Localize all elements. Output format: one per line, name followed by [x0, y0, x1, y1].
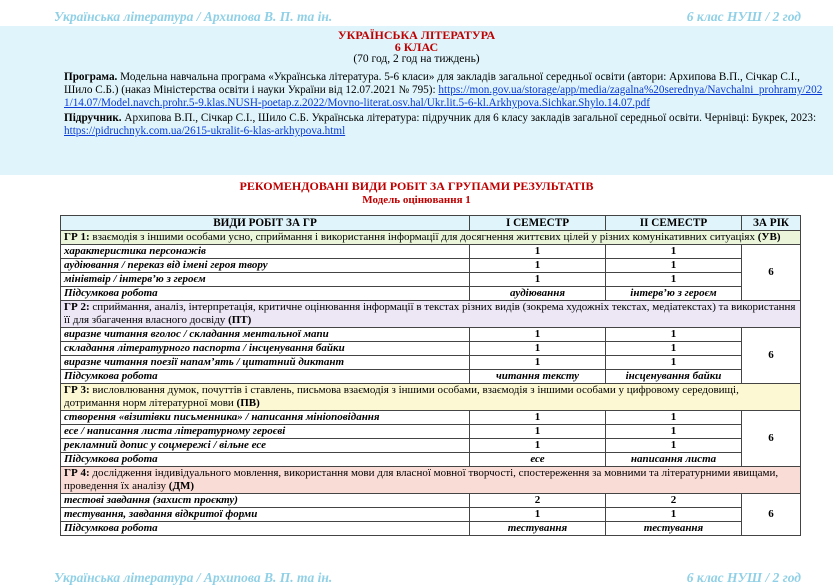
activity-name: характеристика персонажів — [61, 245, 470, 259]
running-header — [0, 8, 833, 26]
activity-name: тестування, завдання відкритої форми — [61, 508, 470, 522]
group-text: взаємодія з іншими особами усно, сприймання і використання інформації для досягнення життєвих цілей у різних комунікативних ситуаціях — [92, 231, 755, 243]
table-row — [61, 342, 801, 356]
activity-name: рекламний допис у соцмережі / вільне есе — [61, 439, 470, 453]
semester-2-count: 1 — [606, 328, 742, 342]
year-total: 6 — [742, 245, 801, 301]
activity-name: мінівтвір / інтерв’ю з героєм — [61, 273, 470, 287]
table-row — [61, 508, 801, 522]
table-row — [61, 328, 801, 342]
summary-label: Підсумкова робота — [61, 370, 470, 384]
group-code: (УВ) — [757, 231, 781, 243]
semester-1-count: 1 — [470, 245, 606, 259]
running-header-left: Українська література / Архипова В. П. та ін. — [54, 9, 333, 24]
activity-name: створення «візитівки письменника» / написання мініоповідання — [61, 411, 470, 425]
year-total: 6 — [742, 411, 801, 467]
activity-name: складання літературного паспорта / інсценування байки — [61, 342, 470, 356]
textbook-text: Архипова В.П., Січкар С.І., Шило С.Б. Українська література: підручник для 6 класу закладів загальної середньої освіти. Чернівці: Букрек, 2023: — [124, 112, 817, 124]
textbook-paragraph — [64, 112, 825, 138]
group-header-row — [61, 231, 801, 245]
summary-label: Підсумкова робота — [61, 522, 470, 536]
semester-2-count: 1 — [606, 273, 742, 287]
group-code: (ПТ) — [228, 314, 252, 326]
group-code: (ПВ) — [236, 397, 260, 409]
document-title — [0, 26, 833, 65]
section-title: РЕКОМЕНДОВАНІ ВИДИ РОБІТ ЗА ГРУПАМИ РЕЗУЛЬТАТІВ — [239, 179, 594, 193]
semester-1-count: 1 — [470, 411, 606, 425]
semester-2-count: 1 — [606, 425, 742, 439]
summary-semester-1: есе — [470, 453, 606, 467]
textbook-label: Підручник. — [64, 112, 122, 124]
semester-2-count: 1 — [606, 342, 742, 356]
semester-1-count: 1 — [470, 273, 606, 287]
group-description — [61, 231, 801, 245]
group-text: дослідження індивідуального мовлення, використання мови для власної мовної творчості, спостереження за мовними та літературними явищами, проведення їх аналізу — [64, 467, 779, 492]
header-work-types: ВИДИ РОБІТ ЗА ГР — [61, 216, 470, 231]
activity-name: тестові завдання (захист проєкту) — [61, 494, 470, 508]
program-label: Програма. — [64, 71, 118, 83]
header-semester-1: І СЕМЕСТР — [470, 216, 606, 231]
program-paragraph — [64, 71, 825, 110]
semester-1-count: 1 — [470, 425, 606, 439]
title-line-3: (70 год, 2 год на тиждень) — [353, 53, 480, 65]
summary-semester-1: тестування — [470, 522, 606, 536]
running-header-right: 6 клас НУШ / 2 год — [686, 9, 801, 24]
group-label: ГР 4: — [64, 467, 90, 479]
program-link[interactable]: https://mon.gov.ua/storage/app/media/zagalna%20serednya/Navchalni_prohramy/2021/14.07/Model.navch.prohr.5-9.klas.NUSH-poetap.z.2022/Movno-literat.osv.hal/Ukr.lit.5-6-kl.Arkhypova.Sichkar.Shylo.14.07.pdf — [64, 84, 823, 109]
group-description — [61, 301, 801, 328]
semester-1-count: 1 — [470, 356, 606, 370]
group-label: ГР 3: — [64, 384, 90, 396]
group-header-row — [61, 467, 801, 494]
summary-semester-2: інтерв’ю з героєм — [606, 287, 742, 301]
table-row — [61, 494, 801, 508]
header-year: ЗА РІК — [742, 216, 801, 231]
semester-2-count: 1 — [606, 411, 742, 425]
semester-1-count: 1 — [470, 259, 606, 273]
title-line-1: УКРАЇНСЬКА ЛІТЕРАТУРА — [337, 28, 496, 42]
semester-2-count: 1 — [606, 245, 742, 259]
running-footer-left: Українська література / Архипова В. П. та ін. — [54, 570, 333, 585]
assessment-table — [60, 215, 801, 536]
summary-label: Підсумкова робота — [61, 453, 470, 467]
semester-2-count: 1 — [606, 508, 742, 522]
year-total: 6 — [742, 328, 801, 384]
table-row — [61, 356, 801, 370]
semester-1-count: 1 — [470, 439, 606, 453]
semester-2-count: 1 — [606, 439, 742, 453]
semester-1-count: 1 — [470, 342, 606, 356]
semester-2-count: 2 — [606, 494, 742, 508]
group-text: висловлювання думок, почуттів і ставлень, письмова взаємодія з іншими особами, взаємодія з іншими особами у цифровому середовищі, дотримання норм літературної мови — [64, 384, 739, 409]
table-header-row — [61, 216, 801, 231]
semester-1-count: 2 — [470, 494, 606, 508]
activity-name: виразне читання поезії напам’ять / цитатний диктант — [61, 356, 470, 370]
summary-row — [61, 522, 801, 536]
semester-2-count: 1 — [606, 259, 742, 273]
running-footer — [0, 569, 833, 587]
table-row — [61, 273, 801, 287]
semester-2-count: 1 — [606, 356, 742, 370]
running-footer-right: 6 клас НУШ / 2 год — [686, 570, 801, 585]
semester-1-count: 1 — [470, 508, 606, 522]
summary-semester-2: написання листа — [606, 453, 742, 467]
table-row — [61, 259, 801, 273]
group-label: ГР 2: — [64, 301, 90, 313]
title-line-2: 6 КЛАС — [394, 40, 439, 54]
group-description — [61, 384, 801, 411]
summary-row — [61, 453, 801, 467]
summary-row — [61, 287, 801, 301]
textbook-link[interactable]: https://pidruchnyk.com.ua/2615-ukralit-6-klas-arkhypova.html — [64, 125, 346, 137]
summary-semester-1: читання тексту — [470, 370, 606, 384]
summary-label: Підсумкова робота — [61, 287, 470, 301]
table-row — [61, 425, 801, 439]
group-code: (ДМ) — [168, 480, 195, 492]
semester-1-count: 1 — [470, 328, 606, 342]
header-semester-2: ІІ СЕМЕСТР — [606, 216, 742, 231]
table-row — [61, 245, 801, 259]
activity-name: аудіювання / переказ від імені героя твору — [61, 259, 470, 273]
group-description — [61, 467, 801, 494]
program-text: Модельна навчальна програма «Українська література. 5-6 класи» для закладів загальної середньої освіти (автори: Архипова В.П., Січкар С.І., Шило С.Б.) (наказ Міністерства освіти і науки України від 12.07.2021 № 795): — [64, 71, 800, 96]
summary-row — [61, 370, 801, 384]
group-label: ГР 1: — [64, 231, 90, 243]
model-title: Модель оцінювання 1 — [362, 194, 471, 206]
year-total: 6 — [742, 494, 801, 536]
group-header-row — [61, 301, 801, 328]
summary-semester-2: тестування — [606, 522, 742, 536]
group-text: сприймання, аналіз, інтерпретація, критичне оцінювання інформації в текстах різних видів (зокрема художніх текстах, медіатекстах) та використання її для збагачення власного досвіду — [64, 301, 796, 326]
table-body — [61, 231, 801, 536]
summary-semester-2: інсценування байки — [606, 370, 742, 384]
summary-semester-1: аудіювання — [470, 287, 606, 301]
activity-name: виразне читання вголос / складання ментальної мапи — [61, 328, 470, 342]
activity-name: есе / написання листа літературному героєві — [61, 425, 470, 439]
table-row — [61, 439, 801, 453]
intro-block — [0, 26, 833, 175]
group-header-row — [61, 384, 801, 411]
table-row — [61, 411, 801, 425]
